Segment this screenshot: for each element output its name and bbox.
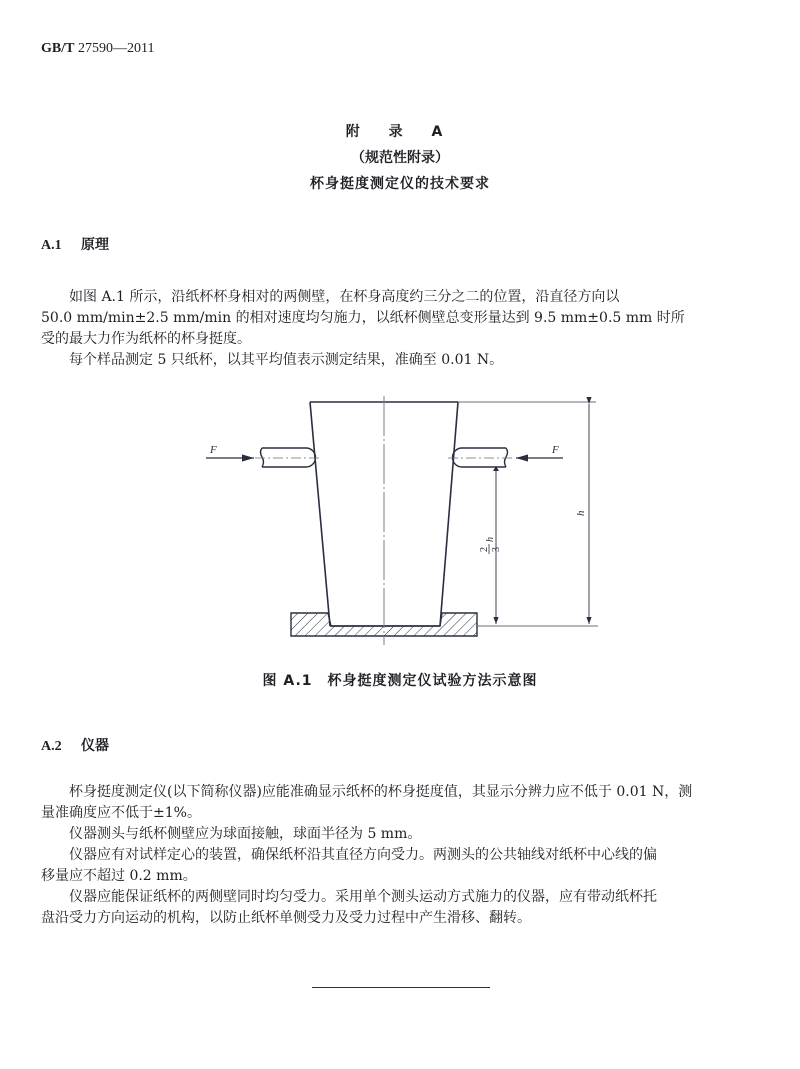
standard-prefix: GB/T	[41, 41, 75, 56]
fraction-denominator: 3	[491, 547, 502, 552]
appendix-type: （规范性附录）	[351, 150, 449, 166]
fraction-numerator: 2	[479, 547, 490, 552]
text-line: 仪器测头与纸杯侧壁应为球面接触，球面半径为 5 mm。	[69, 826, 422, 842]
text-line: 杯身挺度测定仪(以下简称仪器)应能准确显示纸杯的杯身挺度值，其显示分辨力应不低于 0.01 N，测	[69, 784, 693, 800]
text-line: 仪器应能保证纸杯的两侧壁同时均匀受力。采用单个测头运动方式施力的仪器，应有带动纸杯托	[69, 889, 657, 905]
appendix-title: 附 录 A	[345, 124, 455, 140]
right-probe	[453, 448, 508, 467]
standard-code	[41, 41, 154, 57]
standard-number: 27590—2011	[77, 41, 155, 56]
text-line: 盘沿受力方向运动的机构，以防止纸杯单侧受力及受力过程中产生滑移、翻转。	[41, 910, 531, 926]
text-line: 移量应不超过 0.2 mm。	[41, 868, 197, 884]
cup-stiffness-test-diagram	[0, 390, 800, 650]
fraction-variable: h	[485, 537, 496, 542]
text-line: 每个样品测定 5 只纸杯，以其平均值表示测定结果，准确至 0.01 N。	[69, 352, 504, 368]
section-number: A.1	[41, 238, 62, 253]
section-number: A.2	[41, 739, 62, 754]
paragraph-principle	[41, 287, 761, 371]
section-heading-a2	[41, 735, 109, 755]
section-heading-a1	[41, 234, 109, 254]
section-title: 仪器	[81, 738, 109, 754]
paragraph-apparatus	[41, 782, 761, 929]
two-thirds-height-dimension	[479, 466, 502, 624]
end-of-document-rule	[312, 987, 490, 988]
text-line: 仪器应有对试样定心的装置，确保纸杯沿其直径方向受力。两测头的公共轴线对纸杯中心线的偏	[69, 847, 657, 863]
text-line: 50.0 mm/min±2.5 mm/min 的相对速度均匀施力，以纸杯侧壁总变形量达到 9.5 mm±0.5 mm 时所	[41, 310, 685, 326]
text-line: 如图 A.1 所示，沿纸杯杯身相对的两侧壁，在杯身高度约三分之二的位置，沿直径方向以	[69, 289, 620, 305]
section-title: 原理	[81, 237, 109, 253]
left-probe	[261, 448, 316, 467]
figure-caption: 图 A.1 杯身挺度测定仪试验方法示意图	[262, 673, 538, 689]
height-label: h	[575, 510, 587, 516]
height-dimension	[575, 404, 589, 624]
text-line: 受的最大力作为纸杯的杯身挺度。	[41, 331, 251, 347]
force-label-left: F	[210, 444, 217, 456]
force-label-right: F	[552, 444, 559, 456]
text-line: 量准确度应不低于±1%。	[41, 805, 201, 821]
appendix-name: 杯身挺度测定仪的技术要求	[310, 176, 490, 192]
